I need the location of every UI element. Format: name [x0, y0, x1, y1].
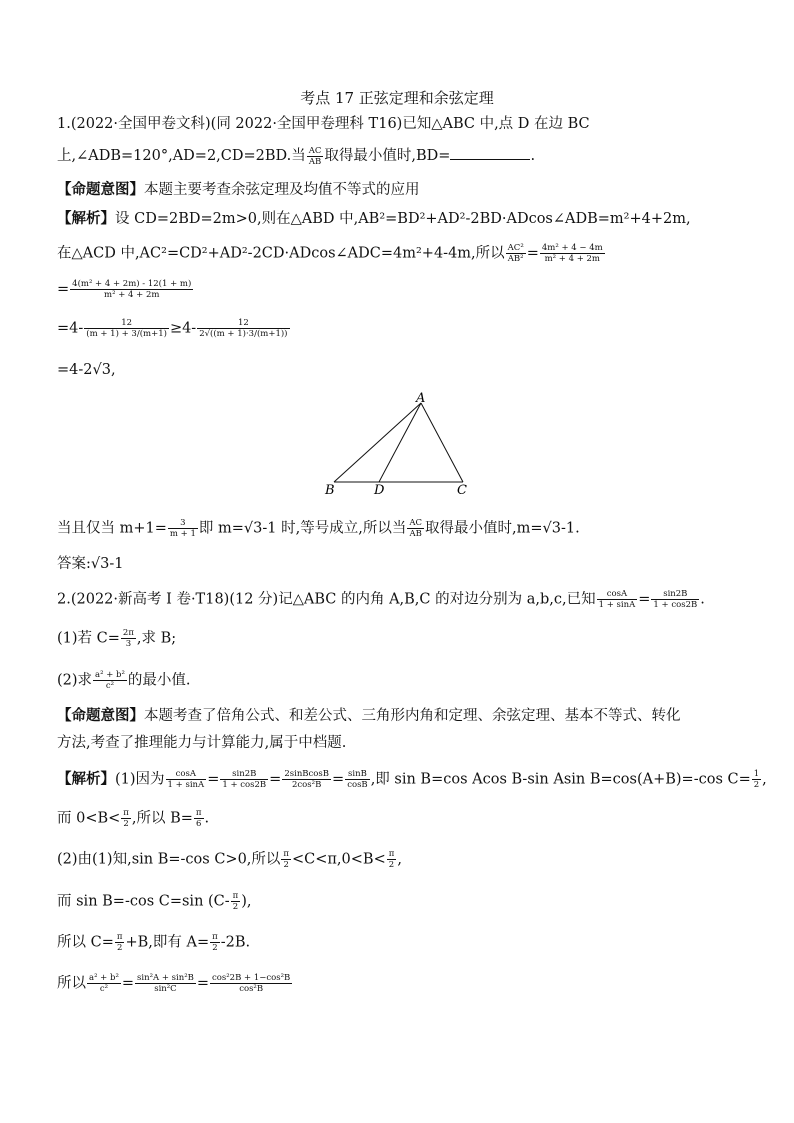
fraction	[387, 849, 397, 870]
q1-answer-blank	[450, 145, 530, 160]
equals: =	[121, 975, 135, 992]
frac-denominator: 2	[753, 780, 760, 790]
solution-text: ,	[762, 771, 767, 788]
fraction	[168, 518, 198, 539]
fraction	[506, 243, 526, 264]
frac-numerator: π	[123, 808, 129, 818]
q1-stem-text-a: 上,∠ADB=120°,AD=2,CD=2BD.当	[57, 148, 306, 164]
part-text: ,求 B;	[136, 630, 177, 647]
edge-ad	[379, 403, 421, 482]
frac-numerator: π	[388, 849, 395, 859]
fraction	[651, 589, 699, 610]
frac-numerator: sin²A + sin²B	[137, 973, 194, 983]
q1-stem-line2	[57, 145, 535, 167]
q2-part1	[57, 628, 176, 649]
frac-numerator: π	[195, 808, 202, 818]
q2-stem	[57, 589, 705, 610]
solution-text: ,所以 B=	[131, 810, 193, 827]
frac-numerator: cos²2B + 1−cos²B	[212, 973, 291, 983]
solution-text: 而 sin B=-cos C=sin (C-	[57, 893, 230, 910]
edge-ab	[334, 403, 421, 482]
fraction	[220, 769, 268, 790]
frac-denominator: 1 + sinA	[598, 600, 636, 610]
fraction	[121, 628, 136, 649]
q2-intent-line2: 方法,考查了推理能力与计算能力,属于中档题.	[57, 735, 347, 751]
label-a: A	[416, 391, 426, 406]
triangle-figure	[320, 390, 480, 500]
q1-stem-text-c: .	[530, 148, 536, 164]
frac-denominator: m² + 4 + 2m	[104, 290, 160, 300]
frac-denominator: 2	[283, 860, 289, 870]
label-c: C	[457, 483, 467, 498]
q1-solution-line2	[57, 243, 606, 264]
solution-text: 设 CD=2BD=2m>0,则在△ABD 中,AB²=BD²+AD²-2BD·ADcos∠ADB=m²+4+2m,	[115, 211, 691, 227]
solution-text: 当且仅当 m+1=	[57, 520, 167, 537]
fraction	[135, 973, 196, 994]
fraction	[115, 932, 125, 953]
solution-text: +B,即有 A=	[125, 934, 210, 951]
label-d: D	[374, 483, 385, 498]
frac-denominator: (m + 1) + 3/(m+1)	[86, 329, 167, 339]
frac-numerator: a² + b²	[95, 670, 125, 680]
solution-text: 所以	[57, 975, 86, 992]
frac-denominator: 2	[116, 943, 123, 953]
solution-text: 在△ACD 中,AC²=CD²+AD²-2CD·ADcos∠ADC=4m²+4-4m,所以	[57, 245, 505, 262]
fraction	[282, 769, 331, 790]
solution-text: =4-	[57, 320, 84, 337]
q2-intent-line1	[57, 706, 681, 726]
frac-denominator: 2	[123, 819, 129, 829]
frac-denominator: c²	[105, 681, 115, 691]
solution-text: ,	[397, 851, 402, 868]
part-text: (2)求	[57, 672, 93, 689]
part-text: (1)若 C=	[57, 630, 120, 647]
frac-numerator: sinB	[345, 769, 370, 780]
fraction	[407, 518, 424, 539]
frac-numerator: sin2B	[651, 589, 699, 600]
fraction	[345, 769, 370, 790]
fraction	[87, 973, 121, 994]
q1-stem-fraction	[307, 146, 324, 167]
solution-text: (2)由(1)知,sin B=-cos C>0,所以	[57, 851, 281, 868]
fraction	[194, 808, 204, 829]
page-title: 考点 17 正弦定理和余弦定理	[300, 89, 494, 107]
frac-denominator: m + 1	[169, 529, 196, 539]
q2-solution-line3	[57, 849, 402, 870]
q1-answer: 答案:√3-1	[57, 556, 124, 572]
frac-denominator: 2cos²B	[292, 780, 322, 790]
fraction	[210, 973, 292, 994]
fraction	[93, 670, 127, 691]
frac-denominator: cos²B	[239, 984, 264, 994]
q2-part2	[57, 670, 191, 691]
solution-tag: 【解析】	[57, 770, 115, 788]
frac-numerator: sin2B	[220, 769, 268, 780]
q2-solution-line6	[57, 973, 293, 994]
fraction	[752, 769, 761, 790]
frac-numerator: 12	[84, 318, 169, 329]
fraction	[540, 243, 605, 264]
frac-numerator: π	[212, 932, 218, 942]
frac-numerator: 3	[168, 518, 198, 529]
frac-numerator: a² + b²	[89, 973, 119, 983]
frac-numerator: 2sinBcosB	[284, 769, 330, 779]
fraction	[121, 808, 131, 829]
solution-text: <C<π,0<B<	[292, 851, 386, 868]
frac-numerator: cosA	[166, 769, 207, 780]
equals: =	[207, 771, 220, 788]
q1-stem-text-b: 取得最小值时,BD=	[324, 148, 451, 164]
frac-denominator: sin²C	[154, 984, 177, 994]
frac-numerator: π	[283, 849, 289, 859]
edge-ac	[421, 403, 463, 482]
equals: =	[269, 771, 282, 788]
frac-denominator: m² + 4 + 2m	[544, 254, 600, 264]
stem-text: 2.(2022·新高考 Ⅰ 卷·T18)(12 分)记△ABC 的内角 A,B,C 的对边分别为 a,b,c,已知	[57, 591, 596, 608]
solution-tag: 【解析】	[57, 210, 115, 227]
q1-solution-line3	[57, 279, 194, 300]
equals: =	[57, 281, 70, 298]
frac-denominator: 6	[196, 819, 202, 829]
fraction	[84, 318, 169, 339]
frac-numerator: 12	[197, 318, 289, 329]
q1-equality-line	[57, 518, 580, 539]
frac-numerator: cosA	[597, 589, 638, 600]
solution-text: 而 0<B<	[57, 810, 121, 827]
frac-denominator: 3	[125, 639, 132, 649]
equals: =	[526, 245, 539, 262]
frac-numerator: AC	[308, 145, 322, 156]
stem-text: .	[700, 591, 705, 608]
frac-denominator: 2	[388, 860, 395, 870]
frac-denominator: 1 + cos2B	[653, 600, 698, 610]
solution-text: .	[204, 810, 210, 827]
q2-solution-line5	[57, 932, 250, 953]
q1-solution-line5: =4-2√3,	[57, 362, 116, 378]
q2-solution-line4	[57, 891, 252, 912]
frac-denominator: 1 + cos2B	[222, 780, 267, 790]
intent-tag: 【命题意图】	[57, 707, 144, 724]
q1-intent	[57, 180, 420, 200]
frac-numerator: π	[232, 891, 239, 901]
equals: =	[332, 771, 345, 788]
frac-denominator: 2	[232, 902, 239, 912]
label-b: B	[325, 483, 335, 498]
frac-numerator: 2π	[122, 628, 134, 638]
frac-denominator: 2	[212, 943, 218, 953]
frac-denominator: AB²	[507, 254, 524, 264]
intent-text: 本题考查了倍角公式、和差公式、三角形内角和定理、余弦定理、基本不等式、转化	[144, 708, 681, 724]
fraction	[70, 279, 193, 300]
solution-text: -2B.	[220, 934, 251, 951]
solution-text: ),	[241, 893, 252, 910]
solution-text: 取得最小值时,m=√3-1.	[424, 520, 580, 537]
fraction	[281, 849, 291, 870]
solution-text: ,即 sin B=cos Acos B-sin Asin B=cos(A+B)=-cos C=	[370, 771, 751, 788]
solution-text: 即 m=√3-1 时,等号成立,所以当	[198, 520, 407, 537]
q2-solution-line1	[57, 769, 767, 790]
fraction	[166, 769, 207, 790]
frac-numerator: 1	[753, 769, 760, 779]
q2-solution-line2	[57, 808, 209, 829]
part-text: 的最小值.	[127, 672, 191, 689]
fraction	[597, 589, 638, 610]
frac-numerator: 4m² + 4 − 4m	[541, 243, 603, 253]
equals: =	[196, 975, 210, 992]
fraction	[197, 318, 289, 339]
solution-text: ≥4-	[169, 320, 197, 337]
solution-text: (1)因为	[115, 771, 165, 788]
frac-numerator: 4(m² + 4 + 2m) - 12(1 + m)	[72, 279, 192, 289]
q1-solution-line1	[57, 209, 691, 229]
intent-tag: 【命题意图】	[57, 181, 144, 198]
frac-denominator: cosB	[347, 780, 368, 790]
frac-denominator: 2√((m + 1)·3/(m+1))	[199, 329, 288, 339]
frac-denominator: AB	[308, 156, 322, 167]
equals: =	[638, 591, 651, 608]
frac-denominator: 1 + sinA	[167, 780, 205, 790]
fraction	[231, 891, 241, 912]
frac-numerator: AC	[409, 518, 422, 528]
q1-solution-line4	[57, 318, 291, 339]
frac-denominator: AB	[409, 529, 422, 539]
solution-text: 所以 C=	[57, 934, 114, 951]
intent-text: 本题主要考查余弦定理及均值不等式的应用	[144, 182, 420, 198]
frac-denominator: c²	[99, 984, 109, 994]
q1-stem-line1: 1.(2022·全国甲卷文科)(同 2022·全国甲卷理科 T16)已知△ABC 中,点 D 在边 BC	[57, 116, 590, 132]
frac-numerator: AC²	[507, 243, 524, 253]
frac-numerator: π	[116, 932, 123, 942]
fraction	[210, 932, 220, 953]
